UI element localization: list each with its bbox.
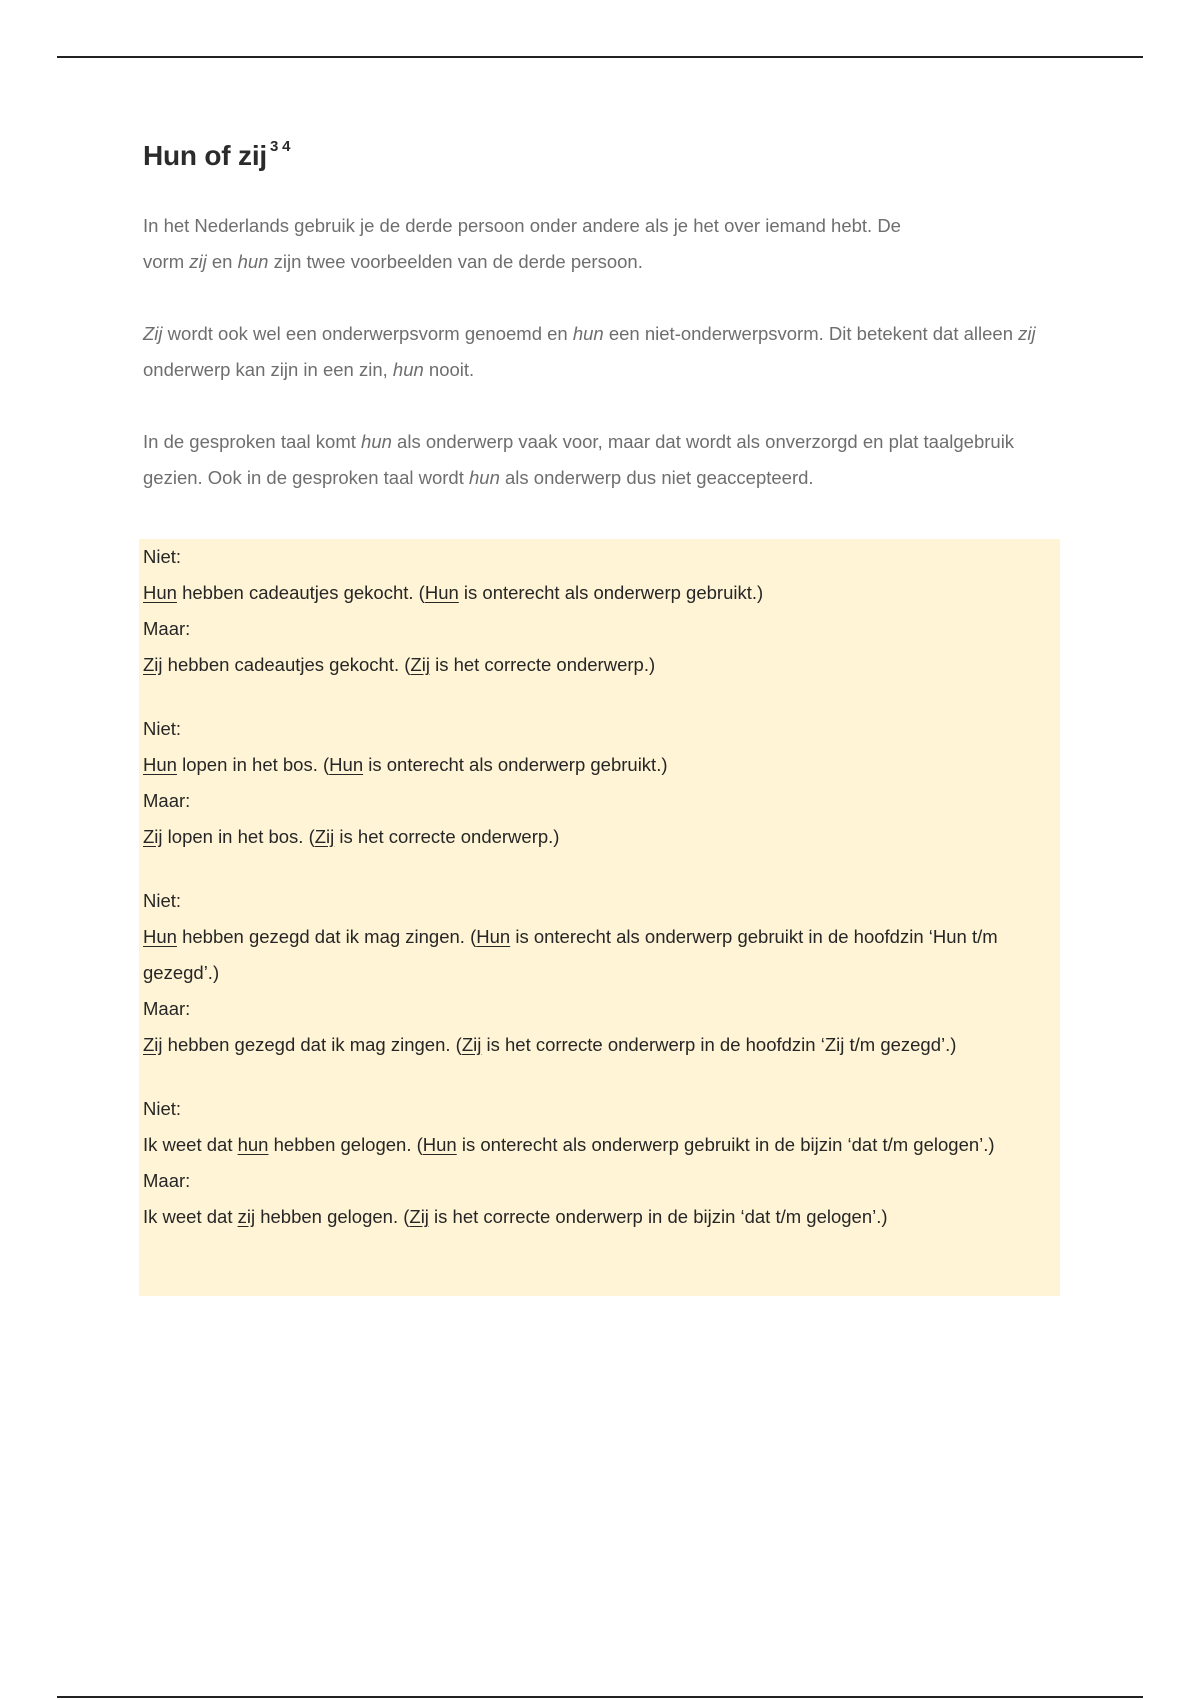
examples-box — [139, 539, 1060, 1296]
example-2 — [143, 711, 1056, 855]
correct-sentence: Zij lopen in het bos. (Zij is het correcte onderwerp.) — [143, 826, 560, 847]
wrong-sentence: Ik weet dat hun hebben gelogen. (Hun is onterecht als onderwerp gebruikt in de bijzin ‘dat t/m gelogen’.) — [143, 1134, 995, 1155]
correct-sentence: Ik weet dat zij hebben gelogen. (Zij is het correcte onderwerp in de bijzin ‘dat t/m gelogen’.) — [143, 1206, 888, 1227]
example-4 — [143, 1091, 1056, 1235]
example-1 — [143, 539, 1056, 683]
footnote-refs: 3 4 — [269, 138, 291, 155]
niet-label: Niet: — [143, 1098, 182, 1119]
wrong-sentence: Hun hebben gezegd dat ik mag zingen. (Hun is onterecht als onderwerp gebruikt in de hoofdzin ‘Hun t/m gezegd’.) — [143, 926, 998, 983]
maar-label: Maar: — [143, 618, 191, 639]
intro-paragraph-1: In het Nederlands gebruik je de derde persoon onder andere als je het over iemand hebt. De vorm zij en hun zijn twee voorbeelden van de derde persoon. — [143, 215, 901, 272]
example-3 — [143, 883, 1056, 1063]
intro-section — [143, 208, 1058, 496]
intro-paragraph-3: In de gesproken taal komt hun als onderwerp vaak voor, maar dat wordt als onverzorgd en plat taalgebruik gezien. Ook in de gesproken taal wordt hun als onderwerp dus niet geaccepteerd. — [143, 431, 1015, 488]
document-body — [143, 140, 1058, 496]
wrong-sentence: Hun hebben cadeautjes gekocht. (Hun is onterecht als onderwerp gebruikt.) — [143, 582, 764, 603]
wrong-sentence: Hun lopen in het bos. (Hun is onterecht als onderwerp gebruikt.) — [143, 754, 668, 775]
bottom-rule — [57, 1696, 1143, 1698]
maar-label: Maar: — [143, 998, 191, 1019]
top-rule — [57, 56, 1143, 58]
page-title: Hun of zij $^{3 4}$ — [143, 138, 291, 171]
intro-paragraph-2: Zij wordt ook wel een onderwerpsvorm genoemd en hun een niet-onderwerpsvorm. Dit betekent dat alleen zij onderwerp kan zijn in een zin, hun nooit. — [143, 323, 1036, 380]
niet-label: Niet: — [143, 718, 182, 739]
correct-sentence: Zij hebben cadeautjes gekocht. (Zij is het correcte onderwerp.) — [143, 654, 656, 675]
maar-label: Maar: — [143, 1170, 191, 1191]
niet-label: Niet: — [143, 890, 182, 911]
maar-label: Maar: — [143, 790, 191, 811]
correct-sentence: Zij hebben gezegd dat ik mag zingen. (Zij is het correcte onderwerp in de hoofdzin ‘Zij t/m gezegd’.) — [143, 1034, 957, 1055]
niet-label: Niet: — [143, 546, 182, 567]
